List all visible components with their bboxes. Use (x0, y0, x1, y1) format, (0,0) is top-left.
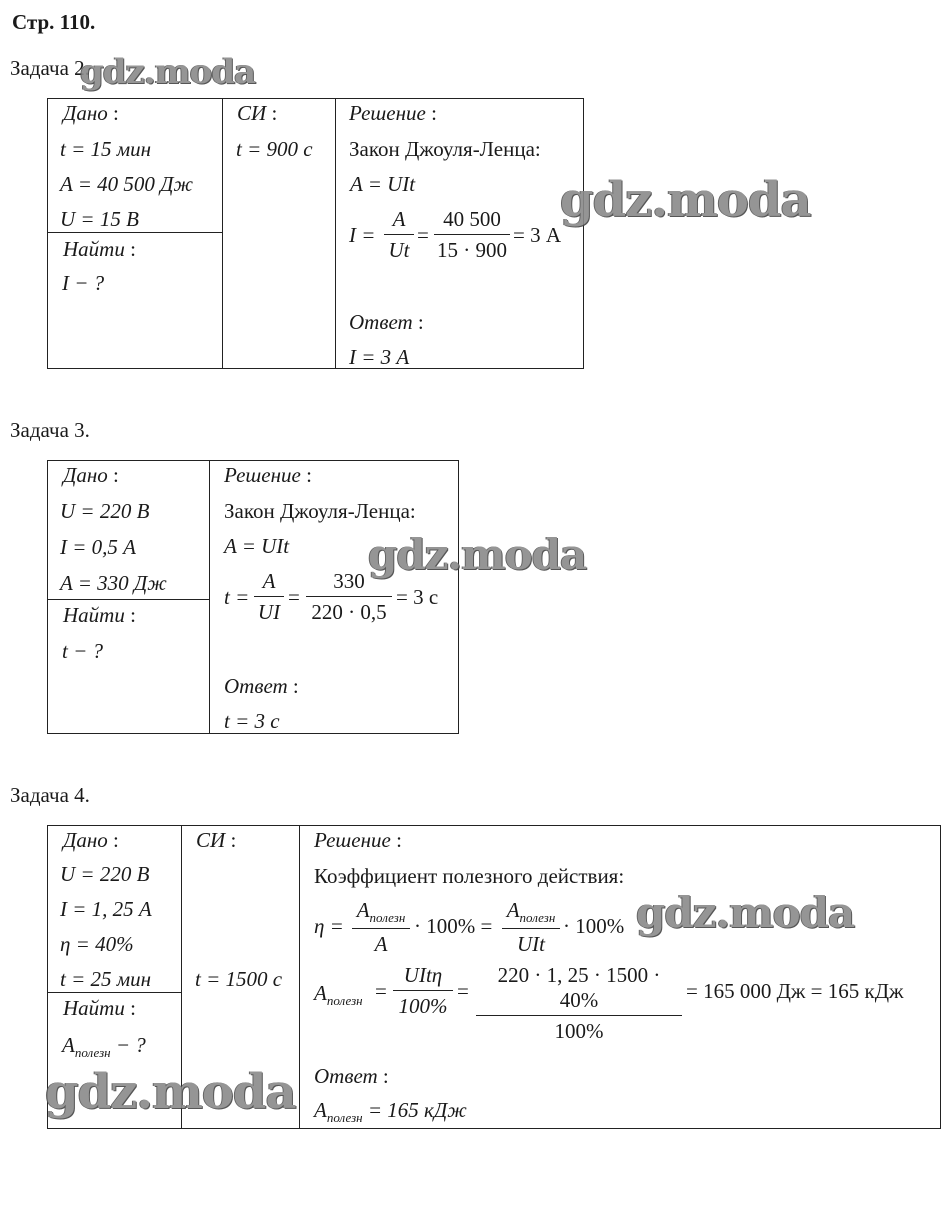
watermark-logo: gdz.moda (560, 172, 811, 228)
task4-divider-solution (299, 825, 300, 1128)
task3-calc-eq: = (288, 585, 300, 609)
task2-answer-label: Ответ : (349, 310, 424, 334)
task3-calc-frac2: $\frac{330}{220 \cdot 0,5}$ (306, 569, 392, 625)
watermark-logo: gdz.moda (80, 52, 256, 92)
task4-si-value: t = 1500 с (195, 967, 283, 991)
task4-answer: $A_{полезн} = 165$ кДж (314, 1098, 467, 1125)
task2-divider-solution (335, 98, 336, 368)
task2-si-value: t = 900 с (236, 137, 313, 161)
task2-si-label: СИ : (237, 101, 278, 125)
task3-find: t − ? (62, 639, 104, 663)
task4-given-2: I = 1, 25 А (60, 897, 152, 921)
task3-formula: A = UIt (224, 534, 290, 558)
task2-answer: I = 3 А (349, 345, 410, 369)
task2-calc-eq: = (417, 223, 429, 247)
watermark-logo: gdz.moda (45, 1064, 296, 1120)
page-title: Стр. 110. (12, 10, 96, 34)
task3-divider-find (47, 599, 210, 600)
task4-given-4: t = 25 мин (60, 967, 152, 991)
task3-divider-solution (209, 460, 210, 733)
task2-solution-label: Решение : (349, 101, 437, 125)
task3-answer: t = 3 с (224, 709, 280, 733)
task2-given-3: U = 15 В (60, 207, 139, 231)
task3-calc-result: = 3 с (396, 585, 439, 609)
task4-eta-frac2: $A_{полезн}$ UIt (502, 898, 560, 957)
watermark-logo: gdz.moda (368, 530, 587, 579)
task2-divider-si (222, 98, 223, 368)
task4-efficiency-label: Коэффициент полезного действия: (314, 864, 625, 888)
task2-given-1: t = 15 мин (60, 137, 152, 161)
task4-si-label: СИ : (196, 828, 237, 852)
task2-calc-lhs: I = (349, 223, 376, 247)
task4-find: $A_{полезн}$ − ? (62, 1033, 146, 1060)
task4-divider-find (47, 992, 182, 993)
watermark-logo: gdz.moda (636, 888, 855, 937)
task4-find-label: Найти : (63, 996, 136, 1020)
task4-apol-eq2: = (457, 979, 469, 1003)
task2-given-label: Дано : (63, 101, 119, 125)
task2-divider-find (47, 232, 223, 233)
task3-calc-lhs: t = (224, 585, 250, 609)
task2-calc-frac2: $\frac{40 500}{15 \cdot 900}$ (434, 207, 510, 263)
task4-eta-mid: · 100% = (414, 914, 493, 938)
task4-apol-result: = 165 000 Дж = 165 кДж (686, 979, 904, 1003)
task2-heading: Задача 2. (10, 56, 90, 80)
task2-find-label: Найти : (63, 237, 136, 261)
task2-calc-frac1: $\frac{A}{Ut}$ (384, 207, 414, 263)
task4-solution-label: Решение : (314, 828, 402, 852)
task2-law: Закон Джоуля-Ленца: (349, 137, 541, 161)
task3-law: Закон Джоуля-Ленца: (224, 499, 416, 523)
task4-answer-label: Ответ : (314, 1064, 389, 1088)
task3-solution-label: Решение : (224, 463, 312, 487)
task4-eta-tail: · 100% (563, 914, 625, 938)
task4-eta-frac1: $A_{полезн}$ A (352, 898, 410, 957)
task3-given-label: Дано : (63, 463, 119, 487)
task4-apol-lhs: $A_{полезн}$ (314, 981, 363, 1008)
task4-apol-frac2: $\frac{220 \cdot 1, 25 \cdot 1500 \cdot 40\%}{100\%}$ (476, 963, 682, 1044)
task4-given-label: Дано : (63, 828, 119, 852)
task2-formula: A = UIt (350, 172, 416, 196)
task3-given-1: U = 220 В (60, 499, 150, 523)
task3-calc-frac1: $\frac{A}{UI}$ (254, 569, 284, 625)
task4-heading: Задача 4. (10, 783, 90, 807)
task2-calc-result: = 3 А (513, 223, 562, 247)
task4-apol-eq1: = (375, 979, 387, 1003)
task2-given-2: A = 40 500 Дж (60, 172, 194, 196)
task4-eta-lhs: η = (314, 914, 344, 938)
task3-given-3: A = 330 Дж (60, 571, 167, 595)
task3-find-label: Найти : (63, 603, 136, 627)
task4-apol-frac1: UItη 100% (393, 963, 453, 1019)
task4-given-1: U = 220 В (60, 862, 150, 886)
task3-heading: Задача 3. (10, 418, 90, 442)
task3-answer-label: Ответ : (224, 674, 299, 698)
task3-given-2: I = 0,5 А (60, 535, 136, 559)
task2-find: I − ? (62, 271, 105, 295)
task4-given-3: η = 40% (60, 932, 134, 956)
